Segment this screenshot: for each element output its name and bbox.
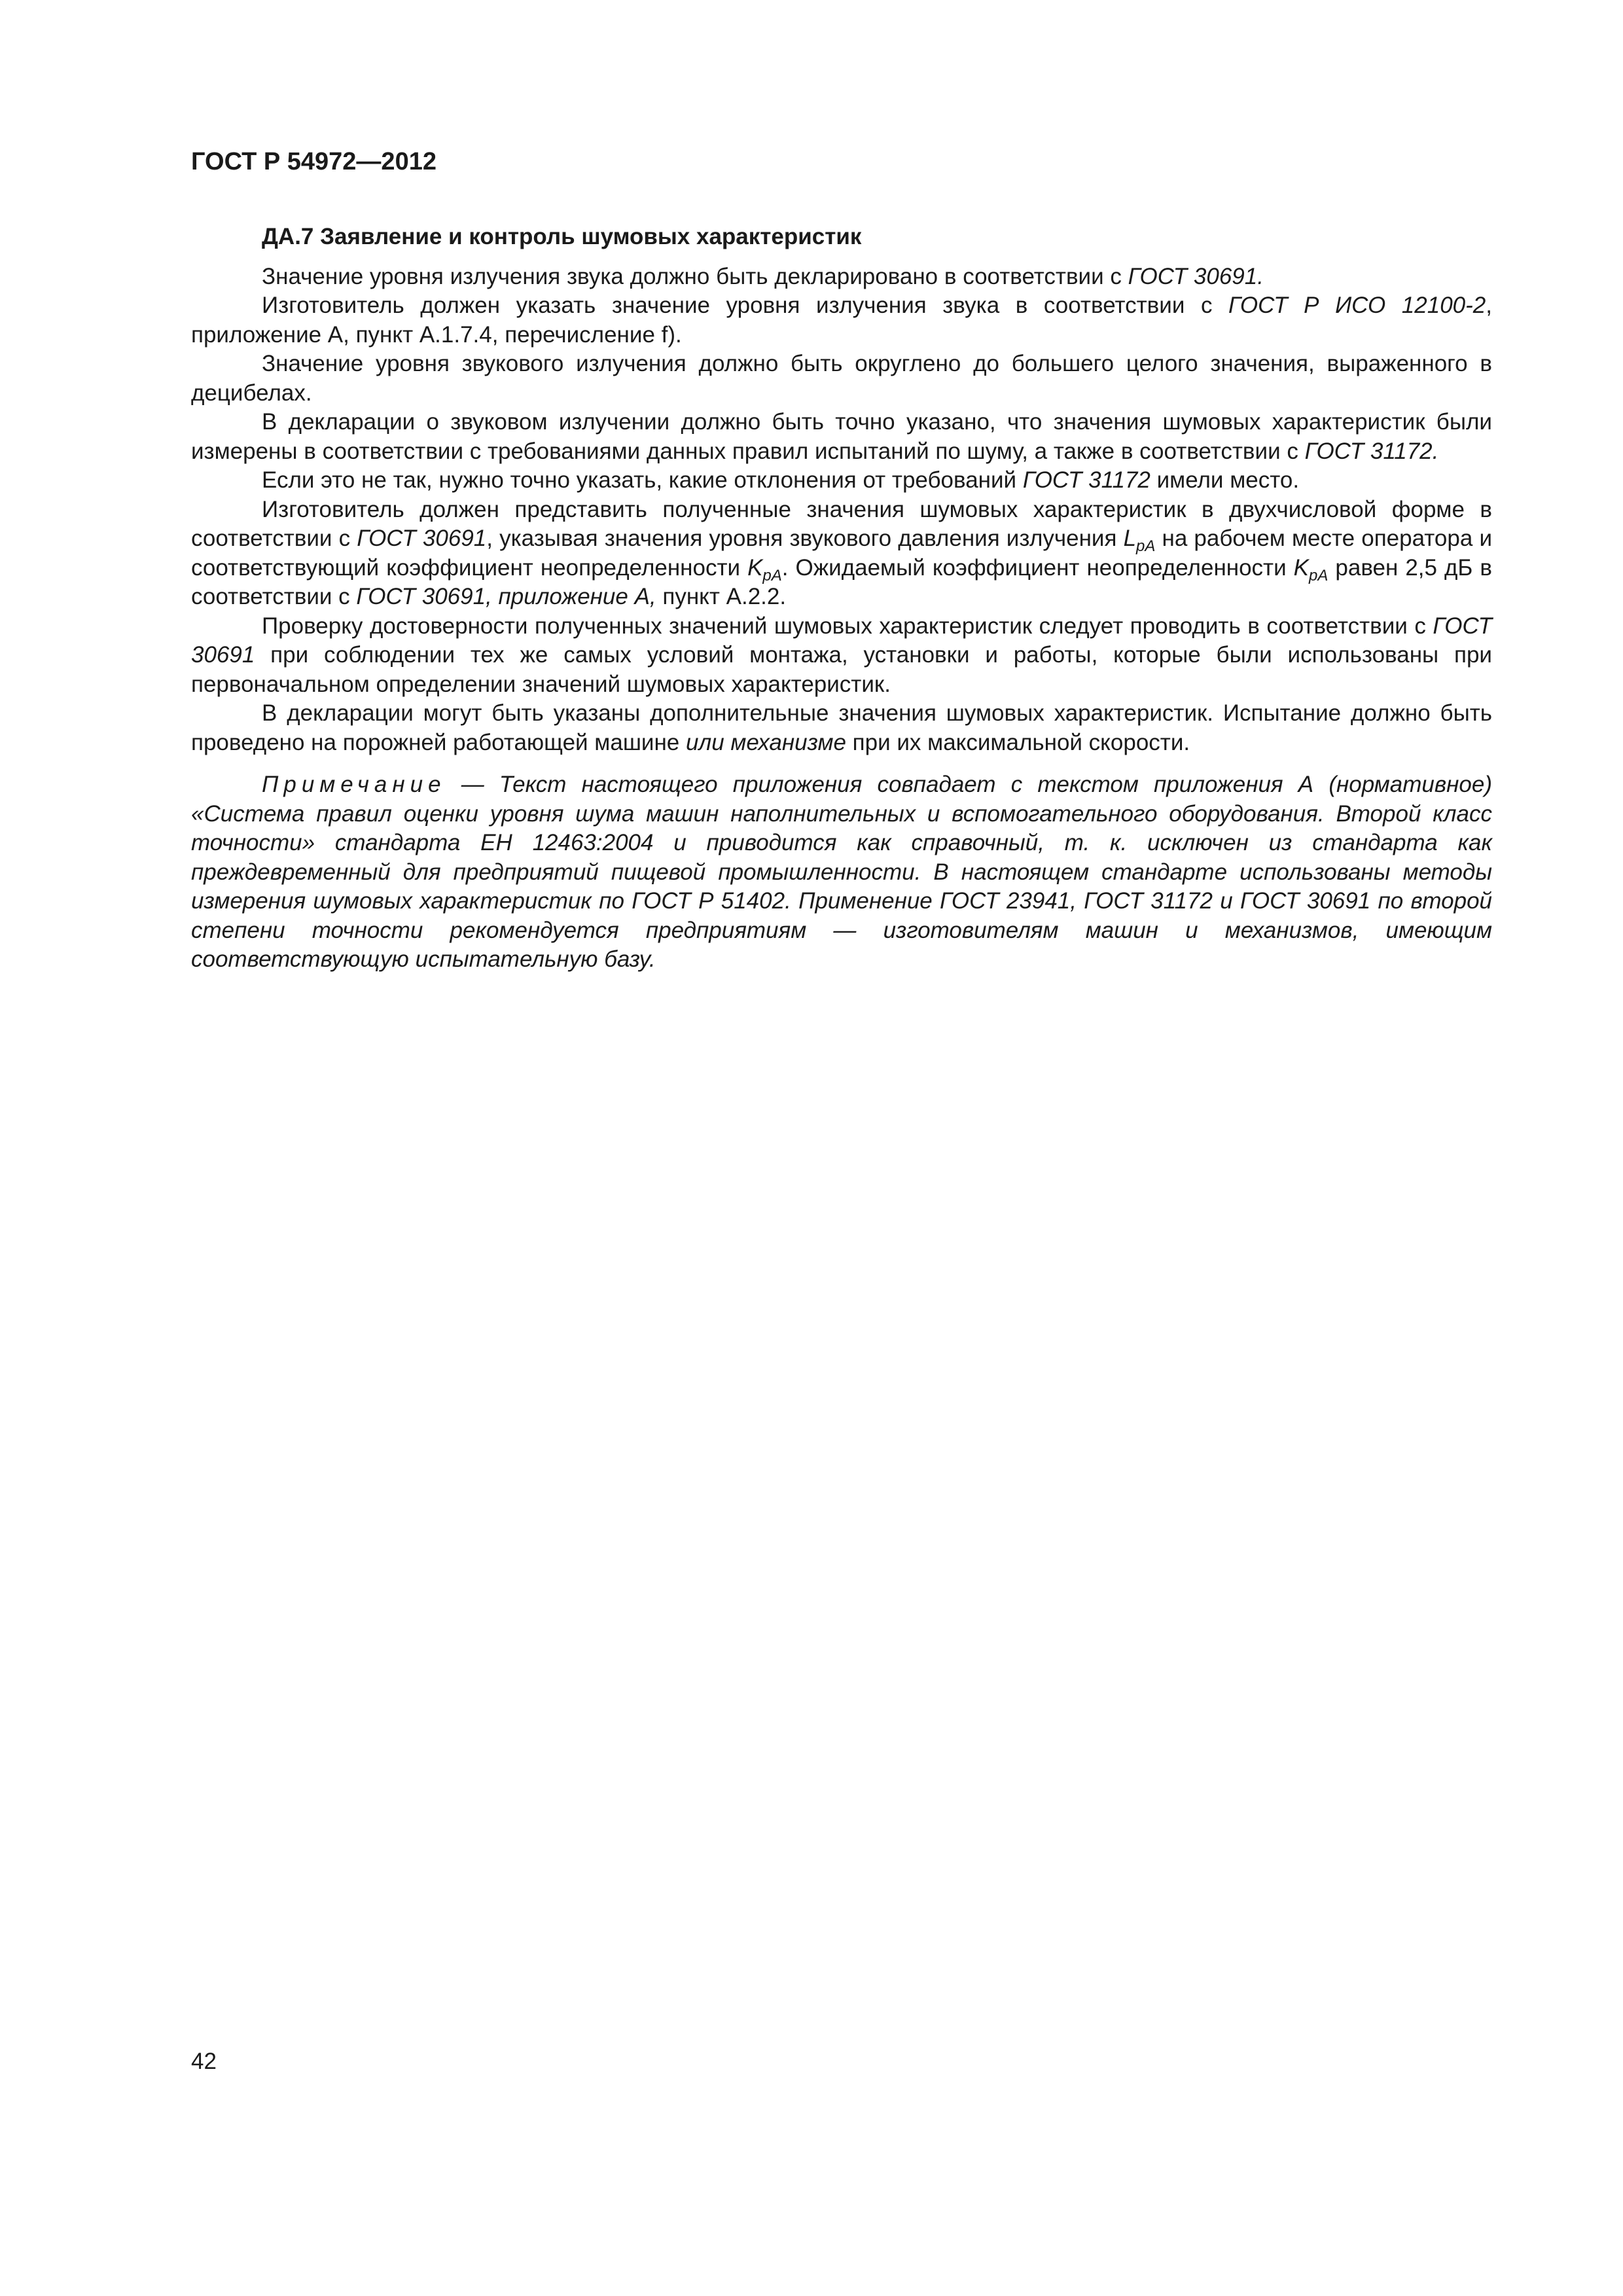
paragraph-8-ref: или механизме <box>686 729 846 755</box>
paragraph-7-ref: ГОСТ 30691 <box>191 613 1492 668</box>
symbol-kpa-subscript: pA <box>762 566 782 584</box>
paragraph-4 <box>191 408 1492 466</box>
paragraph-6-text-3: на рабочем месте оператора и соответствующий коэффициент неопределенности <box>191 526 1492 581</box>
note-text: — Текст настоящего приложения совпадает с текстом приложения А (нормативное) «Система правил оценки уровня шума машин наполнительных и вспомогательного оборудования. Второй класс точности» стандарта ЕН 12463:2004 и приводится как справочный, т. к. исключен из стандарта как преждевременный для предприятий пищевой промышленности. В настоящем стандарте использованы методы измерения шумовых характеристик по ГОСТ Р 51402. Применение ГОСТ 23941, ГОСТ 31172 и ГОСТ 30691 по второй степени точности рекомендуется предприятиям — изготовителям машин и механизмов, имеющим соответствующую испытательную базу. <box>191 772 1492 972</box>
paragraph-4-text: В декларации о звуковом излучении должно быть точно указано, что значения шумовых характеристик были измерены в соответствии с требованиями данных правил испытаний по шуму, а также в соответствии с <box>191 409 1492 464</box>
note-paragraph <box>191 770 1492 975</box>
document-code: ГОСТ Р 54972—2012 <box>191 148 437 175</box>
paragraph-6-text-5: равен 2,5 дБ в соответствии с <box>191 554 1493 609</box>
paragraph-4-ref: ГОСТ 31172. <box>1304 438 1439 464</box>
paragraph-6-text: Изготовитель должен представить полученные значения шумовых характеристик в двухчисловой форме в соответствии с <box>191 496 1492 551</box>
paragraph-7 <box>191 612 1492 700</box>
paragraph-5-text: Если это не так, нужно точно указать, какие отклонения от требований <box>262 467 1023 493</box>
symbol-lpa-subscript: pA <box>1136 537 1156 555</box>
paragraph-5 <box>191 466 1492 495</box>
paragraph-1 <box>191 262 1492 292</box>
paragraph-7-text: Проверку достоверности полученных значений шумовых характеристик следует проводить в соответствии с <box>262 613 1433 639</box>
paragraph-1-text: Значение уровня излучения звука должно быть декларировано в соответствии с <box>262 263 1128 289</box>
symbol-kpa: K <box>747 554 763 581</box>
paragraph-2 <box>191 291 1492 350</box>
section-title: ДА.7 Заявление и контроль шумовых характеристик <box>262 224 862 249</box>
paragraph-7-text-end: при соблюдении тех же самых условий монтажа, установки и работы, которые были использованы при первоначальном определении значений шумовых характеристик. <box>191 642 1492 697</box>
paragraph-5-ref: ГОСТ 31172 <box>1022 467 1150 493</box>
page-number: 42 <box>191 2049 217 2074</box>
paragraph-3: Значение уровня звукового излучения должно быть округлено до большего целого значения, выраженного в децибелах. <box>191 351 1492 406</box>
paragraph-6-text-2: , указывая значения уровня звукового давления излучения <box>486 526 1124 551</box>
paragraph-2-text: Изготовитель должен указать значение уровня излучения звука в соответствии с <box>262 293 1229 318</box>
paragraph-8 <box>191 699 1492 757</box>
page-content <box>191 223 1492 975</box>
symbol-lpa: L <box>1123 526 1137 551</box>
symbol-kpa-2-subscript: pA <box>1309 566 1329 584</box>
paragraph-2-ref: ГОСТ Р ИСО 12100-2 <box>1228 293 1486 318</box>
paragraph-6-ref-1: ГОСТ 30691 <box>357 526 487 551</box>
paragraph-6-ref-2: ГОСТ 30691, приложение А, <box>356 584 656 609</box>
paragraph-2-text-end: , приложение А, пункт А.1.7.4, перечисление f). <box>191 293 1492 348</box>
paragraph-6 <box>191 495 1492 612</box>
paragraph-8-text: В декларации могут быть указаны дополнительные значения шумовых характеристик. Испытание должно быть проведено на порожней работающей машине <box>191 700 1492 755</box>
paragraph-1-ref: ГОСТ 30691. <box>1128 263 1264 289</box>
symbol-kpa-2: K <box>1293 554 1310 581</box>
paragraph-6-text-4: . Ожидаемый коэффициент неопределенности <box>781 554 1294 581</box>
paragraph-8-text-end: при их максимальной скорости. <box>846 729 1190 755</box>
paragraph-5-text-end: имели место. <box>1150 467 1300 493</box>
paragraph-6-text-end: пункт А.2.2. <box>656 584 787 609</box>
note-label: Примечание <box>262 772 446 797</box>
